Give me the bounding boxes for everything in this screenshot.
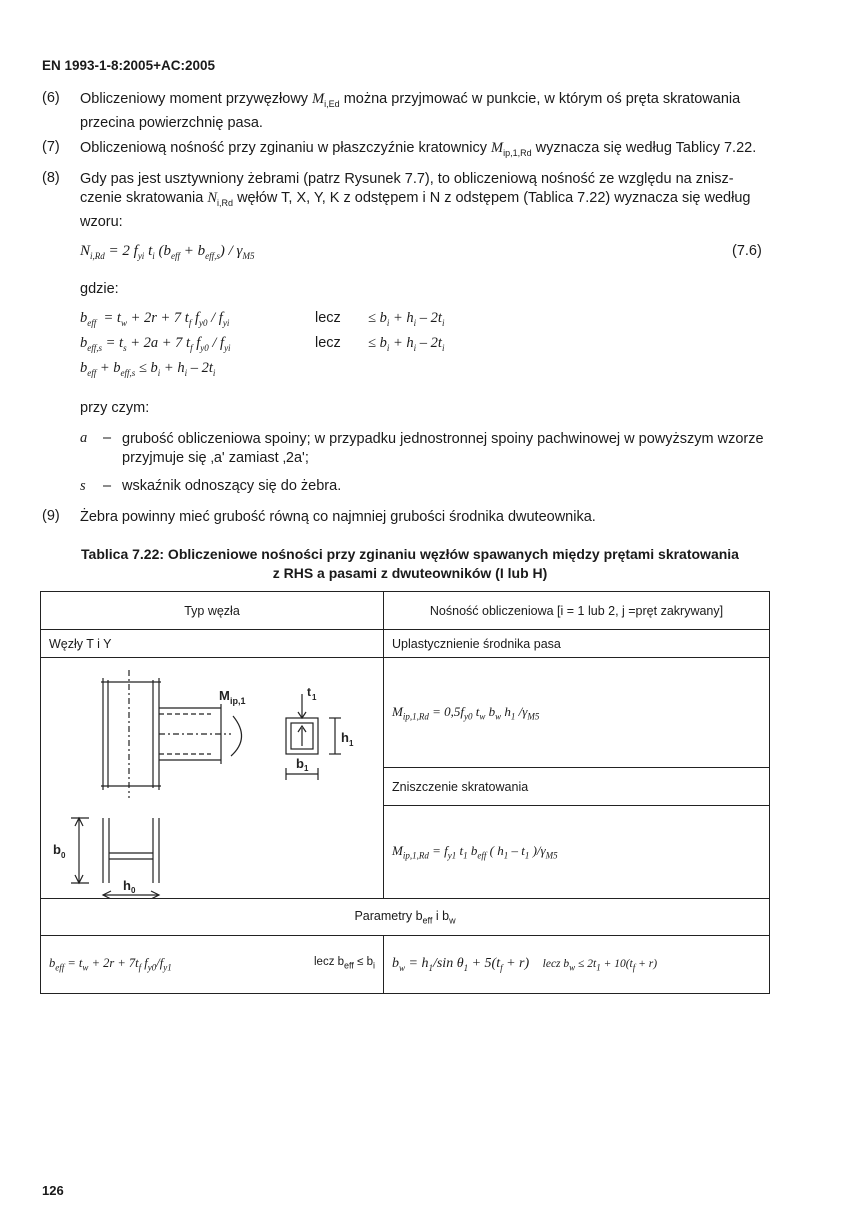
paragraph-number: (8) — [42, 170, 60, 186]
paragraph-8: Gdy pas jest usztywniony żebrami (patrz Rysunek 7.7), to obliczeniową nośność ze względu na znisz- czenie skratowania $N_{i,Rd}$ węłów T, X, Y, K z odstępem i N z odstępem (Tablica 7.22) wyznacza się według wzoru: — [80, 171, 751, 230]
formula-web-yield: $M_{ip,1,Rd} = 0,5f_{y0}$ $t_w$ $b_w$ $h_1$ $/\gamma_{M5}$ — [384, 658, 770, 768]
param-beff: $b_{eff} = t_w + 2r + 7t_f$ $f_{y0}/f_{y1}$ — [49, 956, 172, 973]
param-beff-cell — [41, 936, 384, 994]
where-line-2-lecz: lecz — [315, 335, 341, 351]
label-mip: M — [219, 688, 230, 703]
where-line-3: $b_{eff} + b_{eff,s} \le b_i + h_i - 2t_i$ — [80, 360, 216, 378]
def-a-text: grubość obliczeniowa spoiny; w przypadku jednostronnej spoiny pachwinowej w powyższym wzorze przyjmuje się ‚a' zamiast ‚2a'; — [122, 431, 764, 466]
joint-diagram — [41, 658, 367, 898]
label-b0-sub: 0 — [61, 851, 66, 860]
label-b1: b — [296, 756, 304, 771]
where-line-2-limit: ≤ $b_i + h_i - 2t_i$ — [368, 335, 445, 353]
page-number: 126 — [42, 1183, 64, 1198]
paragraph-9: Żebra powinny mieć grubość równą co najmniej grubości środnika dwuteownika. — [80, 509, 596, 525]
def-symbol-a: a — [80, 430, 88, 446]
param-beff-cond: lecz $b_{eff} \le b_i$ — [314, 956, 375, 971]
document-header: EN 1993-1-8:2005+AC:2005 — [42, 58, 215, 73]
table-7-22 — [40, 591, 770, 994]
equation-7-6: $N_{i,Rd} = 2$ $f_{yi}$ $t_i$ $(b_{eff} + b_{eff,s}) / \gamma_{M5}$ — [80, 243, 255, 261]
paragraph-number: (6) — [42, 90, 60, 106]
label-h0-sub: 0 — [131, 886, 136, 895]
equation-number: (7.6) — [732, 243, 762, 259]
mode-1-label: Uplastycznienie środnika pasa — [384, 630, 770, 658]
col2-header: Nośność obliczeniowa [i = 1 lub 2, j =pręt zakrywany] — [384, 592, 770, 630]
params-header: Parametry $b_{eff}$ i $b_w$ — [41, 899, 770, 936]
label-t1-sub: 1 — [312, 693, 317, 702]
paragraph-7: Obliczeniową nośność przy zginaniu w płaszczyźnie kratownicy $M_{ip,1,Rd}$ wyznacza się według Tablicy 7.22. — [80, 140, 757, 158]
label-t1: t — [307, 685, 311, 699]
przy-czym-label: przy czym: — [80, 400, 150, 416]
label-b0: b — [53, 842, 61, 857]
label-b1-sub: 1 — [304, 764, 309, 773]
where-line-2: $b_{eff,s} = t_s + 2a + 7$ $t_f$ $f_{y0} / f_{yi}$ — [80, 335, 231, 353]
def-dash: – — [103, 430, 112, 446]
label-h1: h — [341, 730, 349, 745]
def-s-text: wskaźnik odnoszący się do żebra. — [122, 478, 342, 494]
paragraph-number: (9) — [42, 508, 60, 524]
joint-type-label: Węzły T i Y — [41, 630, 384, 658]
where-line-1: $b_{eff} = t_w + 2r + 7$ $t_f$ $f_{y0} / f_{yi}$ — [80, 310, 230, 328]
joint-diagram-cell — [41, 658, 384, 899]
where-line-1-limit: ≤ $b_i + h_i - 2t_i$ — [368, 310, 445, 328]
mode-2-label: Zniszczenie skratowania — [384, 768, 770, 805]
param-bw-cond: lecz $b_w \le 2t_1 + 10(t_f + r)$ — [542, 958, 658, 973]
table-caption: Tablica 7.22: Obliczeniowe nośności przy zginaniu węzłów spawanych między prętami skratowania z RHS a pasami z dwuteowników (I lub H) — [81, 546, 739, 581]
label-h1-sub: 1 — [349, 739, 354, 748]
label-h0: h — [123, 878, 131, 893]
param-bw-cell — [384, 936, 770, 994]
where-label: gdzie: — [80, 281, 119, 297]
paragraph-number: (7) — [42, 139, 60, 155]
col1-header: Typ węzła — [41, 592, 384, 630]
formula-brace-failure: $M_{ip,1,Rd} = f_{y1}$ $t_1$ $b_{eff}$ ( $h_1 - t_1$ )$/\gamma_{M5}$ — [384, 805, 770, 898]
param-bw: $b_w = h_1/\sin$ $\theta_1 + 5(t_f + r)$ — [392, 956, 530, 973]
where-line-1-lecz: lecz — [315, 310, 341, 326]
def-dash: – — [103, 478, 112, 494]
def-symbol-s: s — [80, 478, 86, 494]
paragraph-6: Obliczeniowy moment przywęzłowy $M_{i,Ed}$ można przyjmować w punkcie, w którym oś pręta skratowania przecina powierzchnię pasa. — [80, 91, 741, 131]
label-mip-sub: ip,1 — [230, 696, 246, 706]
